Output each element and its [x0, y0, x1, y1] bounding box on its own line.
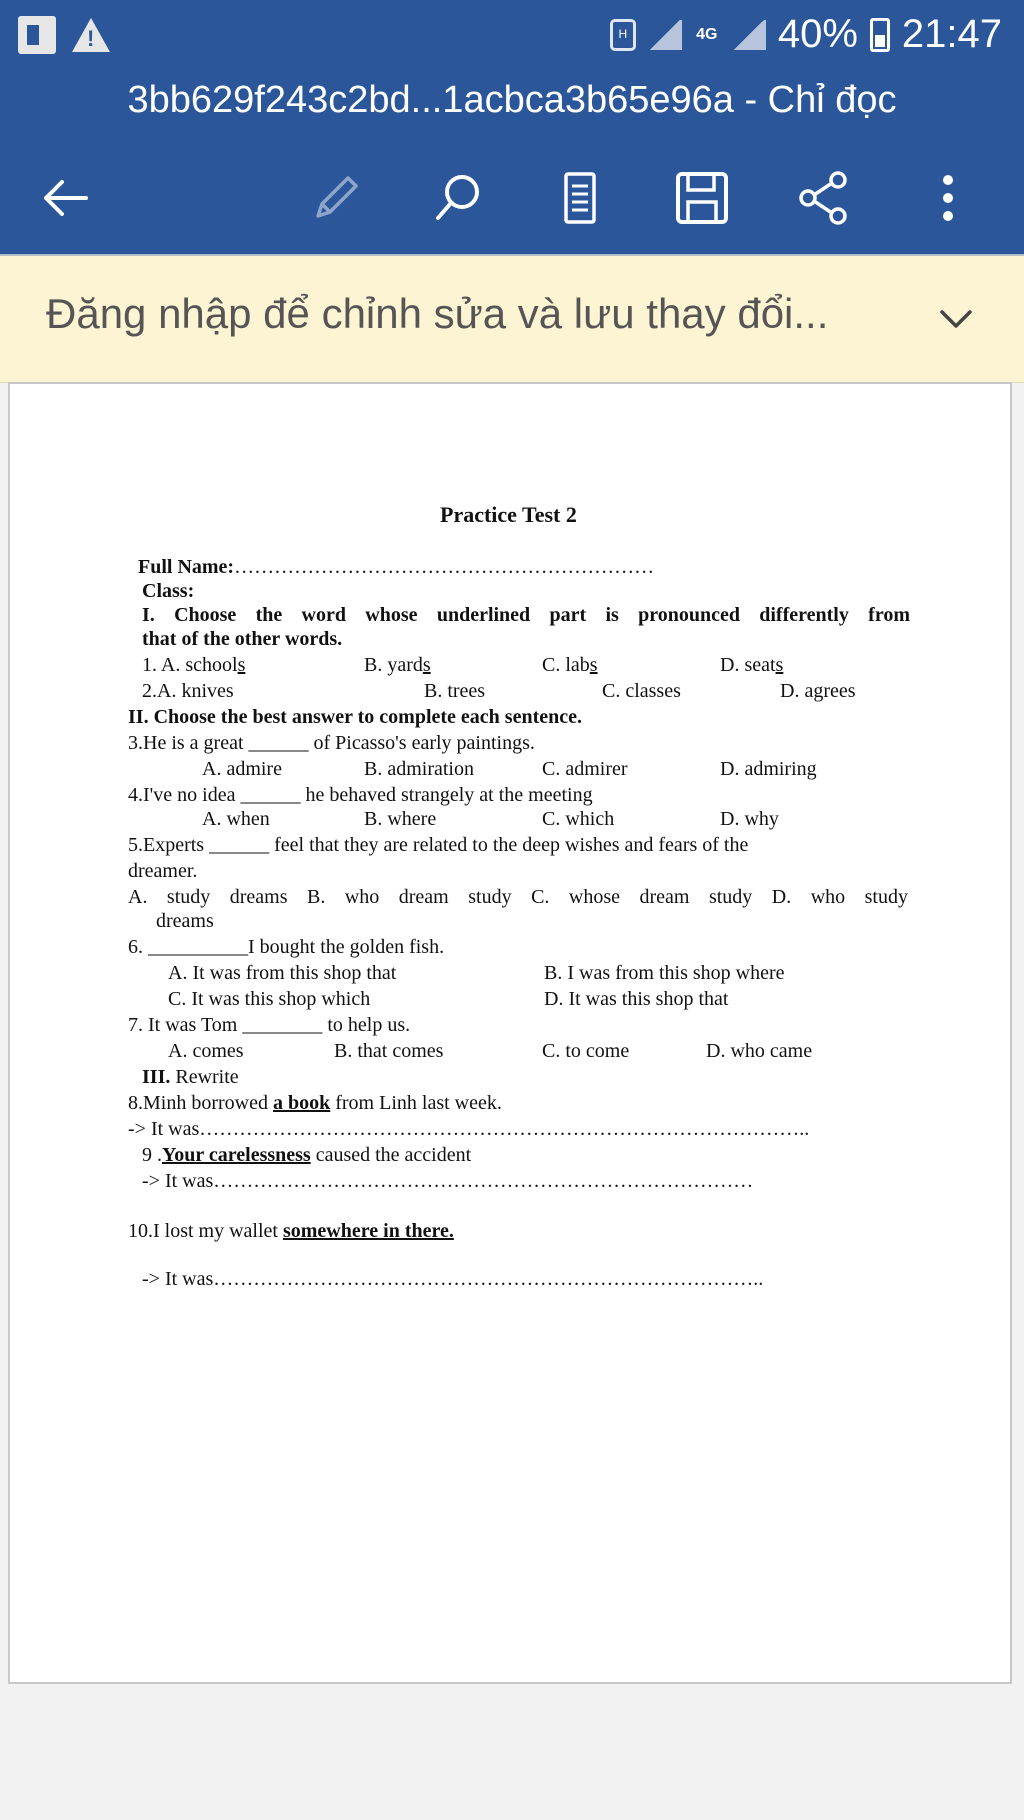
save-button[interactable] — [666, 162, 738, 234]
q8-answer-line: -> It was……………………………………………………………………………….. — [128, 1118, 810, 1140]
page-title: Practice Test 2 — [440, 502, 577, 527]
q4-option-d: D. why — [720, 808, 779, 830]
q5-options: A. study dreams B. who dream study C. whose dream study D. who study — [128, 886, 908, 908]
save-icon — [672, 168, 732, 228]
signal-strength-icon — [732, 20, 766, 50]
q4-option-c: C. which — [542, 808, 615, 830]
q1-option-d: D. seats — [720, 654, 784, 676]
back-icon — [36, 168, 96, 228]
section3-heading: III. Rewrite — [142, 1066, 239, 1088]
q2-option-c: C. classes — [602, 680, 681, 702]
network-type: 4G — [696, 25, 718, 43]
q6-stem: 6. __________I bought the golden fish. — [128, 936, 445, 958]
q7-option-c: C. to come — [542, 1040, 630, 1062]
q1-option-b: B. yards — [364, 654, 431, 676]
sign-in-banner[interactable] — [0, 256, 1024, 383]
full-name-line — [138, 556, 654, 579]
q9-sentence: 9 .Your carelessness caused the accident — [142, 1144, 472, 1166]
q5-options-cont: dreams — [156, 910, 214, 932]
q2-option-a: 2.A. knives — [142, 680, 234, 702]
q7-option-d: D. who came — [706, 1040, 813, 1062]
chevron-down-icon[interactable] — [936, 298, 976, 338]
pencil-icon — [306, 168, 366, 228]
more-options-button[interactable] — [912, 162, 984, 234]
q3-option-d: D. admiring — [720, 758, 817, 780]
q2-option-d: D. agrees — [780, 680, 856, 702]
q3-option-b: B. admiration — [364, 758, 474, 780]
q5-stem-cont: dreamer. — [128, 860, 198, 882]
full-name-label: Full Name: — [138, 556, 235, 578]
reading-view-button[interactable] — [544, 162, 616, 234]
search-icon — [428, 168, 488, 228]
warning-icon: ! — [72, 18, 110, 52]
toolbar — [0, 142, 1024, 254]
full-name-dots: ……………………………………………………… — [234, 556, 655, 578]
q1-option-c: C. labs — [542, 654, 598, 676]
document-title: 3bb629f243c2bd...1acbca3b65e96a - Chỉ đọc — [0, 72, 1024, 142]
section2-heading: II. Choose the best answer to complete each sentence. — [128, 706, 583, 728]
class-label: Class: — [142, 580, 195, 602]
battery-percent: 40% — [777, 12, 858, 56]
section1-heading-cont: that of the other words. — [142, 628, 343, 650]
battery-icon — [870, 18, 890, 52]
q4-stem: 4.I've no idea ______ he behaved strangely at the meeting — [128, 784, 593, 806]
section1-heading: I. Choose the word whose underlined part is pronounced differently from — [142, 604, 910, 626]
q3-stem: 3.He is a great ______ of Picasso's early paintings. — [128, 732, 535, 754]
q3-option-c: C. admirer — [542, 758, 628, 780]
search-button[interactable] — [422, 162, 494, 234]
q4-option-b: B. where — [364, 808, 437, 830]
document-page — [8, 382, 1012, 1684]
q7-option-a: A. comes — [168, 1040, 244, 1062]
q8-sentence: 8.Minh borrowed a book from Linh last week. — [128, 1092, 502, 1114]
q7-option-b: B. that comes — [334, 1040, 444, 1062]
q5-stem: 5.Experts ______ feel that they are related to the deep wishes and fears of the — [128, 834, 749, 856]
q1-option-a: 1. A. schools — [142, 654, 246, 676]
q6-option-b: B. I was from this shop where — [544, 962, 785, 984]
sim-icon: H — [610, 19, 636, 51]
more-icon — [918, 168, 978, 228]
q2-option-b: B. trees — [424, 680, 486, 702]
share-icon — [794, 168, 854, 228]
edit-button[interactable] — [300, 162, 372, 234]
q7-stem: 7. It was Tom ________ to help us. — [128, 1014, 411, 1036]
q6-option-c: C. It was this shop which — [168, 988, 371, 1010]
q10-answer-line: -> It was……………………………………………………………………….. — [142, 1268, 764, 1290]
q10-sentence: 10.I lost my wallet somewhere in there. — [128, 1220, 454, 1242]
flipboard-notification-icon — [18, 16, 56, 54]
back-button[interactable] — [30, 162, 102, 234]
q6-option-d: D. It was this shop that — [544, 988, 729, 1010]
clock: 21:47 — [901, 12, 1002, 56]
banner-text: Đăng nhập để chỉnh sửa và lưu thay đổi... — [46, 290, 829, 337]
q4-option-a: A. when — [202, 808, 270, 830]
share-button[interactable] — [788, 162, 860, 234]
q3-option-a: A. admire — [202, 758, 282, 780]
q9-answer-line: -> It was……………………………………………………………………… — [142, 1170, 754, 1192]
reading-view-icon — [550, 168, 610, 228]
status-bar — [0, 0, 1024, 72]
signal-icon — [648, 20, 682, 50]
q6-option-a: A. It was from this shop that — [168, 962, 397, 984]
